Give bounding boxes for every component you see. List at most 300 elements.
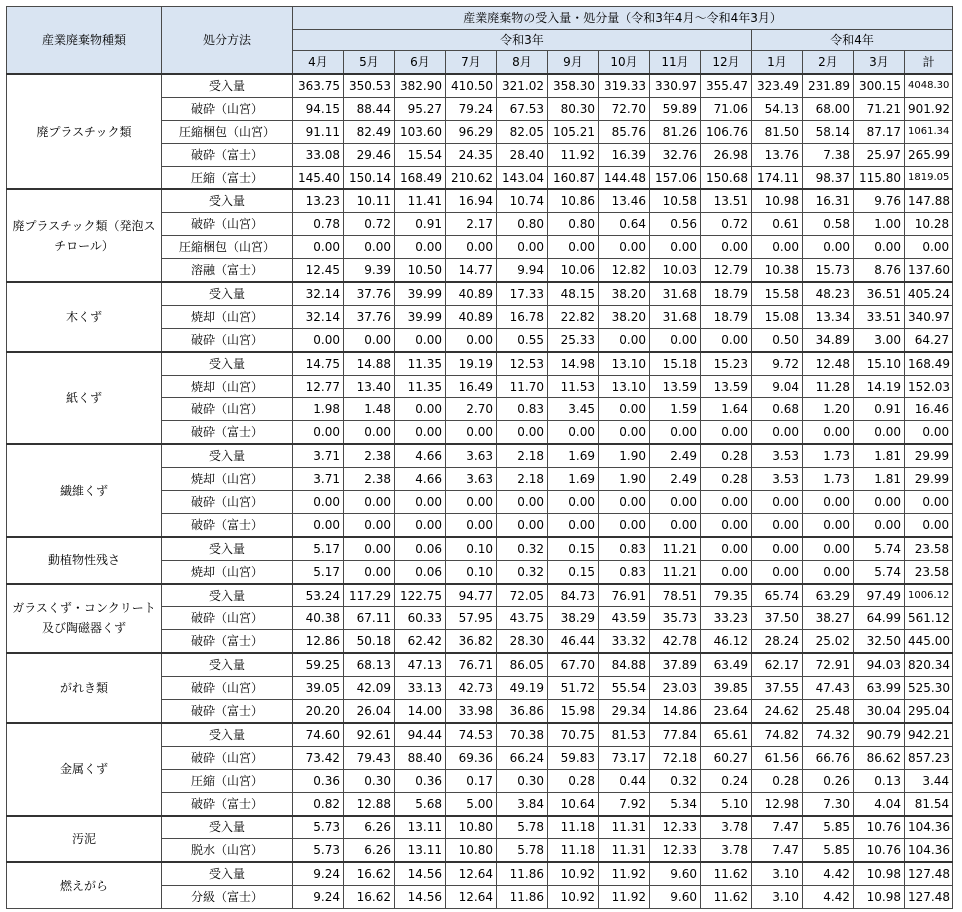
value-cell: 30.04 — [854, 700, 905, 723]
value-cell: 0.91 — [854, 398, 905, 421]
method-cell: 破砕（山宮） — [162, 97, 293, 120]
value-cell: 12.82 — [599, 259, 650, 282]
value-cell: 23.64 — [701, 700, 752, 723]
method-cell: 受入量 — [162, 282, 293, 305]
value-cell: 0.00 — [854, 421, 905, 444]
waste-type-cell: 廃プラスチック類 — [7, 74, 162, 189]
value-cell: 10.11 — [344, 189, 395, 212]
value-cell: 0.00 — [497, 513, 548, 536]
waste-type-cell: 廃プラスチック類（発泡スチロール） — [7, 189, 162, 282]
value-cell: 0.00 — [293, 328, 344, 351]
value-cell: 71.06 — [701, 97, 752, 120]
method-cell: 受入量 — [162, 653, 293, 676]
value-cell: 0.72 — [701, 213, 752, 236]
total-cell: 0.00 — [905, 513, 953, 536]
value-cell: 3.78 — [701, 839, 752, 862]
value-cell: 10.92 — [548, 862, 599, 885]
value-cell: 31.68 — [650, 282, 701, 305]
value-cell: 9.04 — [752, 375, 803, 398]
value-cell: 0.00 — [650, 513, 701, 536]
value-cell: 10.64 — [548, 792, 599, 815]
value-cell: 3.53 — [752, 468, 803, 491]
value-cell: 2.49 — [650, 444, 701, 467]
value-cell: 81.50 — [752, 120, 803, 143]
month-header: 10月 — [599, 51, 650, 75]
value-cell: 10.92 — [548, 886, 599, 909]
total-cell: 127.48 — [905, 886, 953, 909]
value-cell: 67.11 — [344, 607, 395, 630]
value-cell: 79.43 — [344, 746, 395, 769]
method-cell: 破砕（山宮） — [162, 677, 293, 700]
value-cell: 0.00 — [752, 491, 803, 514]
table-row — [7, 352, 953, 375]
value-cell: 42.73 — [446, 677, 497, 700]
value-cell: 60.33 — [395, 607, 446, 630]
value-cell: 0.00 — [497, 491, 548, 514]
value-cell: 5.78 — [497, 816, 548, 839]
value-cell: 74.32 — [803, 723, 854, 746]
value-cell: 0.00 — [344, 328, 395, 351]
value-cell: 323.49 — [752, 74, 803, 97]
total-cell: 0.00 — [905, 236, 953, 259]
value-cell: 0.00 — [293, 421, 344, 444]
value-cell: 0.00 — [701, 491, 752, 514]
table-row — [7, 189, 953, 212]
method-cell: 圧縮梱包（山宮） — [162, 120, 293, 143]
total-cell: 168.49 — [905, 352, 953, 375]
value-cell: 0.00 — [599, 513, 650, 536]
value-cell: 67.70 — [548, 653, 599, 676]
value-cell: 0.28 — [701, 444, 752, 467]
value-cell: 63.99 — [854, 677, 905, 700]
value-cell: 26.98 — [701, 143, 752, 166]
value-cell: 13.59 — [701, 375, 752, 398]
value-cell: 74.82 — [752, 723, 803, 746]
value-cell: 0.06 — [395, 537, 446, 560]
value-cell: 0.17 — [446, 769, 497, 792]
value-cell: 11.92 — [548, 143, 599, 166]
value-cell: 0.00 — [446, 513, 497, 536]
value-cell: 78.51 — [650, 584, 701, 607]
value-cell: 231.89 — [803, 74, 854, 97]
value-cell: 363.75 — [293, 74, 344, 97]
value-cell: 150.68 — [701, 166, 752, 189]
value-cell: 319.33 — [599, 74, 650, 97]
total-cell: 295.04 — [905, 700, 953, 723]
value-cell: 39.99 — [395, 282, 446, 305]
value-cell: 0.10 — [446, 560, 497, 583]
value-cell: 86.62 — [854, 746, 905, 769]
value-cell: 410.50 — [446, 74, 497, 97]
value-cell: 7.38 — [803, 143, 854, 166]
value-cell: 54.13 — [752, 97, 803, 120]
header-type: 産業廃棄物種類 — [7, 7, 162, 75]
value-cell: 16.62 — [344, 862, 395, 885]
value-cell: 28.30 — [497, 630, 548, 653]
value-cell: 0.50 — [752, 328, 803, 351]
value-cell: 0.55 — [497, 328, 548, 351]
value-cell: 81.53 — [599, 723, 650, 746]
total-cell: 561.12 — [905, 607, 953, 630]
value-cell: 37.55 — [752, 677, 803, 700]
month-header: 12月 — [701, 51, 752, 75]
method-cell: 圧縮（山宮） — [162, 769, 293, 792]
value-cell: 0.00 — [803, 513, 854, 536]
value-cell: 4.66 — [395, 468, 446, 491]
month-header: 5月 — [344, 51, 395, 75]
value-cell: 95.27 — [395, 97, 446, 120]
value-cell: 91.11 — [293, 120, 344, 143]
value-cell: 37.76 — [344, 282, 395, 305]
table-row — [7, 653, 953, 676]
header-method: 処分方法 — [162, 7, 293, 75]
value-cell: 12.33 — [650, 816, 701, 839]
method-cell: 破砕（富士） — [162, 700, 293, 723]
method-cell: 溶融（富士） — [162, 259, 293, 282]
value-cell: 18.79 — [701, 305, 752, 328]
value-cell: 22.82 — [548, 305, 599, 328]
value-cell: 0.36 — [395, 769, 446, 792]
value-cell: 14.00 — [395, 700, 446, 723]
waste-type-cell: 動植物性残さ — [7, 537, 162, 584]
value-cell: 74.60 — [293, 723, 344, 746]
total-cell: 4048.30 — [905, 74, 953, 97]
value-cell: 94.77 — [446, 584, 497, 607]
value-cell: 0.32 — [650, 769, 701, 792]
value-cell: 10.80 — [446, 816, 497, 839]
waste-type-cell: 汚泥 — [7, 816, 162, 863]
value-cell: 10.80 — [446, 839, 497, 862]
value-cell: 0.00 — [803, 560, 854, 583]
value-cell: 1.81 — [854, 444, 905, 467]
value-cell: 0.72 — [344, 213, 395, 236]
value-cell: 105.21 — [548, 120, 599, 143]
value-cell: 0.00 — [854, 491, 905, 514]
method-cell: 焼却（山宮） — [162, 560, 293, 583]
value-cell: 0.58 — [803, 213, 854, 236]
value-cell: 47.13 — [395, 653, 446, 676]
value-cell: 32.76 — [650, 143, 701, 166]
value-cell: 42.78 — [650, 630, 701, 653]
value-cell: 0.00 — [497, 236, 548, 259]
value-cell: 46.12 — [701, 630, 752, 653]
value-cell: 0.83 — [599, 537, 650, 560]
value-cell: 0.00 — [803, 421, 854, 444]
value-cell: 4.66 — [395, 444, 446, 467]
value-cell: 0.00 — [803, 491, 854, 514]
value-cell: 0.00 — [701, 537, 752, 560]
value-cell: 0.00 — [293, 491, 344, 514]
value-cell: 117.29 — [344, 584, 395, 607]
value-cell: 1.64 — [701, 398, 752, 421]
value-cell: 0.00 — [752, 560, 803, 583]
value-cell: 150.14 — [344, 166, 395, 189]
value-cell: 7.47 — [752, 839, 803, 862]
value-cell: 5.85 — [803, 839, 854, 862]
value-cell: 11.62 — [701, 862, 752, 885]
value-cell: 13.23 — [293, 189, 344, 212]
value-cell: 2.49 — [650, 468, 701, 491]
value-cell: 3.10 — [752, 862, 803, 885]
method-cell: 破砕（富士） — [162, 792, 293, 815]
value-cell: 174.11 — [752, 166, 803, 189]
value-cell: 88.44 — [344, 97, 395, 120]
total-cell: 265.99 — [905, 143, 953, 166]
value-cell: 59.89 — [650, 97, 701, 120]
value-cell: 36.86 — [497, 700, 548, 723]
value-cell: 5.34 — [650, 792, 701, 815]
month-header: 2月 — [803, 51, 854, 75]
value-cell: 82.05 — [497, 120, 548, 143]
value-cell: 96.29 — [446, 120, 497, 143]
value-cell: 0.00 — [293, 236, 344, 259]
value-cell: 0.00 — [548, 421, 599, 444]
value-cell: 58.14 — [803, 120, 854, 143]
value-cell: 11.35 — [395, 352, 446, 375]
value-cell: 1.48 — [344, 398, 395, 421]
value-cell: 66.76 — [803, 746, 854, 769]
value-cell: 330.97 — [650, 74, 701, 97]
value-cell: 32.14 — [293, 305, 344, 328]
value-cell: 8.76 — [854, 259, 905, 282]
total-cell: 64.27 — [905, 328, 953, 351]
total-cell: 3.44 — [905, 769, 953, 792]
value-cell: 70.38 — [497, 723, 548, 746]
value-cell: 0.00 — [344, 491, 395, 514]
total-cell: 16.46 — [905, 398, 953, 421]
value-cell: 24.35 — [446, 143, 497, 166]
value-cell: 3.10 — [752, 886, 803, 909]
value-cell: 0.00 — [395, 398, 446, 421]
value-cell: 13.11 — [395, 816, 446, 839]
value-cell: 0.00 — [548, 491, 599, 514]
value-cell: 7.92 — [599, 792, 650, 815]
value-cell: 0.44 — [599, 769, 650, 792]
value-cell: 355.47 — [701, 74, 752, 97]
value-cell: 40.38 — [293, 607, 344, 630]
value-cell: 10.58 — [650, 189, 701, 212]
value-cell: 39.99 — [395, 305, 446, 328]
value-cell: 1.00 — [854, 213, 905, 236]
value-cell: 38.20 — [599, 305, 650, 328]
method-cell: 破砕（山宮） — [162, 746, 293, 769]
value-cell: 3.45 — [548, 398, 599, 421]
value-cell: 47.43 — [803, 677, 854, 700]
value-cell: 0.80 — [548, 213, 599, 236]
method-cell: 焼却（山宮） — [162, 375, 293, 398]
value-cell: 300.15 — [854, 74, 905, 97]
value-cell: 11.21 — [650, 537, 701, 560]
value-cell: 39.85 — [701, 677, 752, 700]
value-cell: 14.75 — [293, 352, 344, 375]
value-cell: 0.82 — [293, 792, 344, 815]
value-cell: 3.84 — [497, 792, 548, 815]
method-cell: 脱水（山宮） — [162, 839, 293, 862]
value-cell: 3.63 — [446, 444, 497, 467]
waste-type-cell: 繊維くず — [7, 444, 162, 537]
value-cell: 4.42 — [803, 886, 854, 909]
value-cell: 5.74 — [854, 560, 905, 583]
value-cell: 38.20 — [599, 282, 650, 305]
value-cell: 79.24 — [446, 97, 497, 120]
value-cell: 4.04 — [854, 792, 905, 815]
value-cell: 5.17 — [293, 560, 344, 583]
value-cell: 358.30 — [548, 74, 599, 97]
value-cell: 14.19 — [854, 375, 905, 398]
value-cell: 77.84 — [650, 723, 701, 746]
value-cell: 98.37 — [803, 166, 854, 189]
value-cell: 0.00 — [548, 236, 599, 259]
month-header: 3月 — [854, 51, 905, 75]
value-cell: 210.62 — [446, 166, 497, 189]
value-cell: 350.53 — [344, 74, 395, 97]
total-cell: 104.36 — [905, 816, 953, 839]
value-cell: 10.98 — [752, 189, 803, 212]
month-header: 4月 — [293, 51, 344, 75]
value-cell: 0.24 — [701, 769, 752, 792]
value-cell: 97.49 — [854, 584, 905, 607]
value-cell: 14.98 — [548, 352, 599, 375]
value-cell: 37.76 — [344, 305, 395, 328]
value-cell: 17.33 — [497, 282, 548, 305]
value-cell: 3.71 — [293, 444, 344, 467]
value-cell: 16.31 — [803, 189, 854, 212]
method-cell: 受入量 — [162, 537, 293, 560]
value-cell: 6.26 — [344, 839, 395, 862]
method-cell: 破砕（山宮） — [162, 398, 293, 421]
value-cell: 1.98 — [293, 398, 344, 421]
value-cell: 13.40 — [344, 375, 395, 398]
value-cell: 5.68 — [395, 792, 446, 815]
total-cell: 152.03 — [905, 375, 953, 398]
value-cell: 9.72 — [752, 352, 803, 375]
value-cell: 12.45 — [293, 259, 344, 282]
value-cell: 40.89 — [446, 282, 497, 305]
value-cell: 1.59 — [650, 398, 701, 421]
value-cell: 61.56 — [752, 746, 803, 769]
waste-table — [6, 6, 953, 909]
value-cell: 160.87 — [548, 166, 599, 189]
value-cell: 12.79 — [701, 259, 752, 282]
value-cell: 63.49 — [701, 653, 752, 676]
value-cell: 11.53 — [548, 375, 599, 398]
value-cell: 3.53 — [752, 444, 803, 467]
value-cell: 12.86 — [293, 630, 344, 653]
value-cell: 0.00 — [344, 537, 395, 560]
value-cell: 0.00 — [650, 328, 701, 351]
total-cell: 147.88 — [905, 189, 953, 212]
value-cell: 68.13 — [344, 653, 395, 676]
value-cell: 12.53 — [497, 352, 548, 375]
value-cell: 2.38 — [344, 444, 395, 467]
value-cell: 0.00 — [497, 421, 548, 444]
total-cell: 23.58 — [905, 560, 953, 583]
month-header: 6月 — [395, 51, 446, 75]
value-cell: 13.51 — [701, 189, 752, 212]
value-cell: 11.18 — [548, 816, 599, 839]
value-cell: 5.73 — [293, 839, 344, 862]
value-cell: 10.38 — [752, 259, 803, 282]
value-cell: 79.35 — [701, 584, 752, 607]
value-cell: 1.90 — [599, 468, 650, 491]
value-cell: 0.00 — [650, 491, 701, 514]
value-cell: 36.82 — [446, 630, 497, 653]
value-cell: 70.75 — [548, 723, 599, 746]
value-cell: 37.50 — [752, 607, 803, 630]
value-cell: 0.13 — [854, 769, 905, 792]
value-cell: 5.10 — [701, 792, 752, 815]
value-cell: 18.79 — [701, 282, 752, 305]
value-cell: 19.19 — [446, 352, 497, 375]
value-cell: 5.17 — [293, 537, 344, 560]
value-cell: 10.03 — [650, 259, 701, 282]
value-cell: 10.50 — [395, 259, 446, 282]
value-cell: 72.05 — [497, 584, 548, 607]
value-cell: 13.46 — [599, 189, 650, 212]
method-cell: 破砕（山宮） — [162, 328, 293, 351]
method-cell: 受入量 — [162, 723, 293, 746]
value-cell: 88.40 — [395, 746, 446, 769]
month-header: 1月 — [752, 51, 803, 75]
value-cell: 82.49 — [344, 120, 395, 143]
value-cell: 145.40 — [293, 166, 344, 189]
value-cell: 0.30 — [497, 769, 548, 792]
value-cell: 65.61 — [701, 723, 752, 746]
value-cell: 0.00 — [701, 328, 752, 351]
value-cell: 64.99 — [854, 607, 905, 630]
value-cell: 0.30 — [344, 769, 395, 792]
value-cell: 0.28 — [548, 769, 599, 792]
value-cell: 15.10 — [854, 352, 905, 375]
value-cell: 15.98 — [548, 700, 599, 723]
value-cell: 11.21 — [650, 560, 701, 583]
value-cell: 11.92 — [599, 862, 650, 885]
value-cell: 16.62 — [344, 886, 395, 909]
total-cell: 29.99 — [905, 444, 953, 467]
value-cell: 33.98 — [446, 700, 497, 723]
value-cell: 16.94 — [446, 189, 497, 212]
value-cell: 31.68 — [650, 305, 701, 328]
value-cell: 10.76 — [854, 816, 905, 839]
value-cell: 0.00 — [548, 513, 599, 536]
value-cell: 11.41 — [395, 189, 446, 212]
value-cell: 24.62 — [752, 700, 803, 723]
value-cell: 10.74 — [497, 189, 548, 212]
value-cell: 5.78 — [497, 839, 548, 862]
value-cell: 3.71 — [293, 468, 344, 491]
value-cell: 72.70 — [599, 97, 650, 120]
method-cell: 破砕（富士） — [162, 143, 293, 166]
value-cell: 9.24 — [293, 862, 344, 885]
value-cell: 28.40 — [497, 143, 548, 166]
value-cell: 12.88 — [344, 792, 395, 815]
value-cell: 10.86 — [548, 189, 599, 212]
value-cell: 14.88 — [344, 352, 395, 375]
value-cell: 0.15 — [548, 537, 599, 560]
value-cell: 14.86 — [650, 700, 701, 723]
value-cell: 2.70 — [446, 398, 497, 421]
value-cell: 85.76 — [599, 120, 650, 143]
value-cell: 9.94 — [497, 259, 548, 282]
value-cell: 0.00 — [752, 513, 803, 536]
value-cell: 36.51 — [854, 282, 905, 305]
method-cell: 受入量 — [162, 352, 293, 375]
value-cell: 0.00 — [395, 421, 446, 444]
value-cell: 23.03 — [650, 677, 701, 700]
value-cell: 0.83 — [599, 560, 650, 583]
value-cell: 0.32 — [497, 537, 548, 560]
total-cell: 104.36 — [905, 839, 953, 862]
